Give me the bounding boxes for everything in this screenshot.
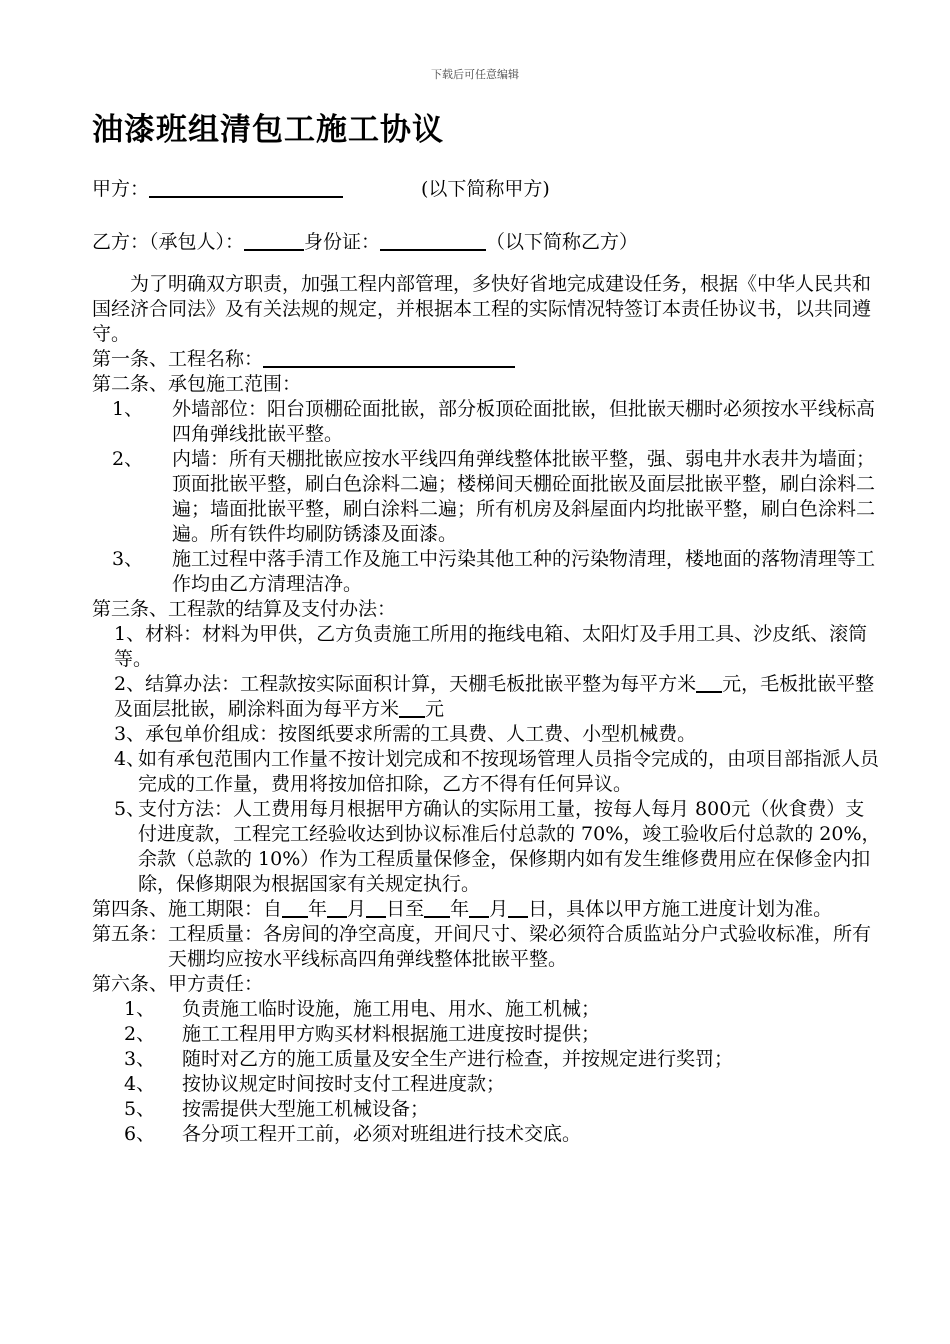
party-b-line	[92, 227, 638, 254]
article-number: 第五条：	[92, 923, 169, 945]
item-2-text-c: 元	[425, 698, 445, 720]
article-6-heading: 第六条、甲方责任：	[92, 973, 264, 995]
agreement-body	[92, 272, 882, 1147]
intro-paragraph: 为了明确双方职责，加强工程内部管理，多快好省地完成建设任务，根据《中华人民共和国经济合同法》及有关法规的规定，并根据本工程的实际情况特签订本责任协议书，以共同遵守。	[92, 273, 872, 345]
party-a-line	[92, 174, 550, 201]
price-blank-2[interactable]	[399, 698, 425, 718]
item-text: 施工过程中落手清工作及施工中污染其他工种的污染物清理，楼地面的落物清理等工作均由乙方清理洁净。	[172, 548, 876, 595]
text: 月	[347, 898, 367, 920]
article-3-item-2	[92, 672, 882, 722]
item-number: 3、	[112, 548, 144, 570]
end-month-blank[interactable]	[469, 898, 489, 918]
item-text: 外墙部位：阳台顶棚砼面批嵌，部分板顶砼面批嵌，但批嵌天棚时必须按水平线标高四角弹线批嵌平整。	[172, 398, 876, 445]
item-number: 1、	[124, 998, 156, 1020]
text: 月	[489, 898, 509, 920]
project-name-blank[interactable]	[263, 348, 515, 368]
list-item	[92, 1047, 882, 1072]
party-b-id-blank[interactable]	[380, 231, 486, 251]
item-text: 各分项工程开工前，必须对班组进行技术交底。	[182, 1123, 582, 1145]
start-day-blank[interactable]	[366, 898, 386, 918]
start-month-blank[interactable]	[327, 898, 347, 918]
end-year-blank[interactable]	[424, 898, 450, 918]
list-item	[92, 397, 882, 447]
item-number: 5、	[124, 1098, 156, 1120]
item-text: 负责施工临时设施，施工用电、用水、施工机械；	[182, 998, 601, 1020]
article-3-item-4	[92, 747, 882, 797]
end-day-blank[interactable]	[508, 898, 528, 918]
text: 日，具体以甲方施工进度计划为准。	[528, 898, 833, 920]
list-item	[92, 447, 882, 547]
party-b-blank[interactable]	[244, 231, 304, 251]
document-title: 油漆班组清包工施工协议	[92, 112, 444, 148]
list-item	[92, 1097, 882, 1122]
item-2-text-a: 2、结算办法：工程款按实际面积计算，天棚毛板批嵌平整为每平方米	[114, 673, 697, 695]
article-1-label: 第一条、工程名称：	[92, 348, 264, 370]
text: 日至	[386, 898, 425, 920]
article-6-list	[92, 997, 882, 1147]
article-1	[92, 347, 882, 372]
item-number: 5、	[114, 798, 146, 820]
item-number: 3、	[124, 1048, 156, 1070]
item-text: 如有承包范围内工作量不按计划完成和不按现场管理人员指令完成的，由项目部指派人员完成的工作量，费用将按加倍扣除，乙方不得有任何异议。	[138, 748, 880, 795]
article-3-heading: 第三条、工程款的结算及支付办法：	[92, 598, 397, 620]
article-4-text	[168, 897, 882, 922]
party-b-label: 乙方：（承包人）：	[92, 231, 245, 253]
article-3-item-5	[92, 797, 882, 897]
item-number: 2、	[124, 1023, 156, 1045]
party-a-label: 甲方：	[92, 178, 150, 200]
article-3-item-3: 3、承包单价组成：按图纸要求所需的工具费、人工费、小型机械费。	[114, 723, 697, 745]
item-text: 施工工程用甲方购买材料根据施工进度按时提供；	[182, 1023, 601, 1045]
text: 年	[450, 898, 470, 920]
party-a-suffix: (以下简称甲方)	[421, 178, 550, 200]
item-number: 4、	[114, 748, 146, 770]
item-number: 2、	[112, 448, 144, 470]
article-5	[92, 922, 882, 972]
item-text: 内墙：所有天棚批嵌应按水平线四角弹线整体批嵌平整，强、弱电井水表井为墙面；顶面批嵌平整，刷白色涂料二遍；楼梯间天棚砼面批嵌及面层批嵌平整，刷白涂料二遍；墙面批嵌平整，刷白涂料二遍；所有机房及斜屋面内均批嵌平整，刷白色涂料二遍。所有铁件均刷防锈漆及面漆。	[172, 448, 876, 545]
list-item	[92, 1072, 882, 1097]
start-year-blank[interactable]	[282, 898, 308, 918]
article-2-list	[92, 397, 882, 597]
item-number: 6、	[124, 1123, 156, 1145]
list-item	[92, 1022, 882, 1047]
party-b-suffix: （以下简称乙方）	[486, 231, 639, 253]
item-text: 按需提供大型施工机械设备；	[182, 1098, 430, 1120]
text: 年	[308, 898, 328, 920]
party-a-blank[interactable]	[149, 178, 343, 198]
header-note: 下载后可任意编辑	[431, 68, 519, 81]
article-4	[92, 897, 882, 922]
item-text: 支付方法：人工费用每月根据甲方确认的实际用工量，按每人每月 800元（伙食费）支付进度款，工程完工经验收达到协议标准后付总款的 70%，竣工验收后付总款的 20%，余款（总款的 10%）作为工程质量保修金，保修期内如有发生维修费用应在保修金内扣除，保修期限为根据国家有关规定执行。	[138, 798, 881, 895]
article-2-heading: 第二条、承包施工范围：	[92, 373, 302, 395]
price-blank-1[interactable]	[696, 673, 722, 693]
text: 施工期限：自	[168, 898, 283, 920]
article-number: 第四条、	[92, 898, 169, 920]
list-item	[92, 547, 882, 597]
item-text: 随时对乙方的施工质量及安全生产进行检查，并按规定进行奖罚；	[182, 1048, 734, 1070]
item-text: 按协议规定时间按时支付工程进度款；	[182, 1073, 506, 1095]
item-2-text-b: 元，毛板批嵌平整及面层批嵌，刷涂料面为每平方米	[114, 673, 875, 720]
list-item	[92, 997, 882, 1022]
item-number: 4、	[124, 1073, 156, 1095]
party-b-id-label: 身份证：	[304, 231, 381, 253]
article-3-item-1: 1、材料：材料为甲供，乙方负责施工所用的拖线电箱、太阳灯及手用工具、沙皮纸、滚筒等。	[114, 623, 868, 670]
article-5-text: 工程质量：各房间的净空高度，开间尺寸、梁必须符合质监站分户式验收标准，所有天棚均应按水平线标高四角弹线整体批嵌平整。	[168, 923, 872, 970]
list-item	[92, 1122, 882, 1147]
item-number: 1、	[112, 398, 144, 420]
